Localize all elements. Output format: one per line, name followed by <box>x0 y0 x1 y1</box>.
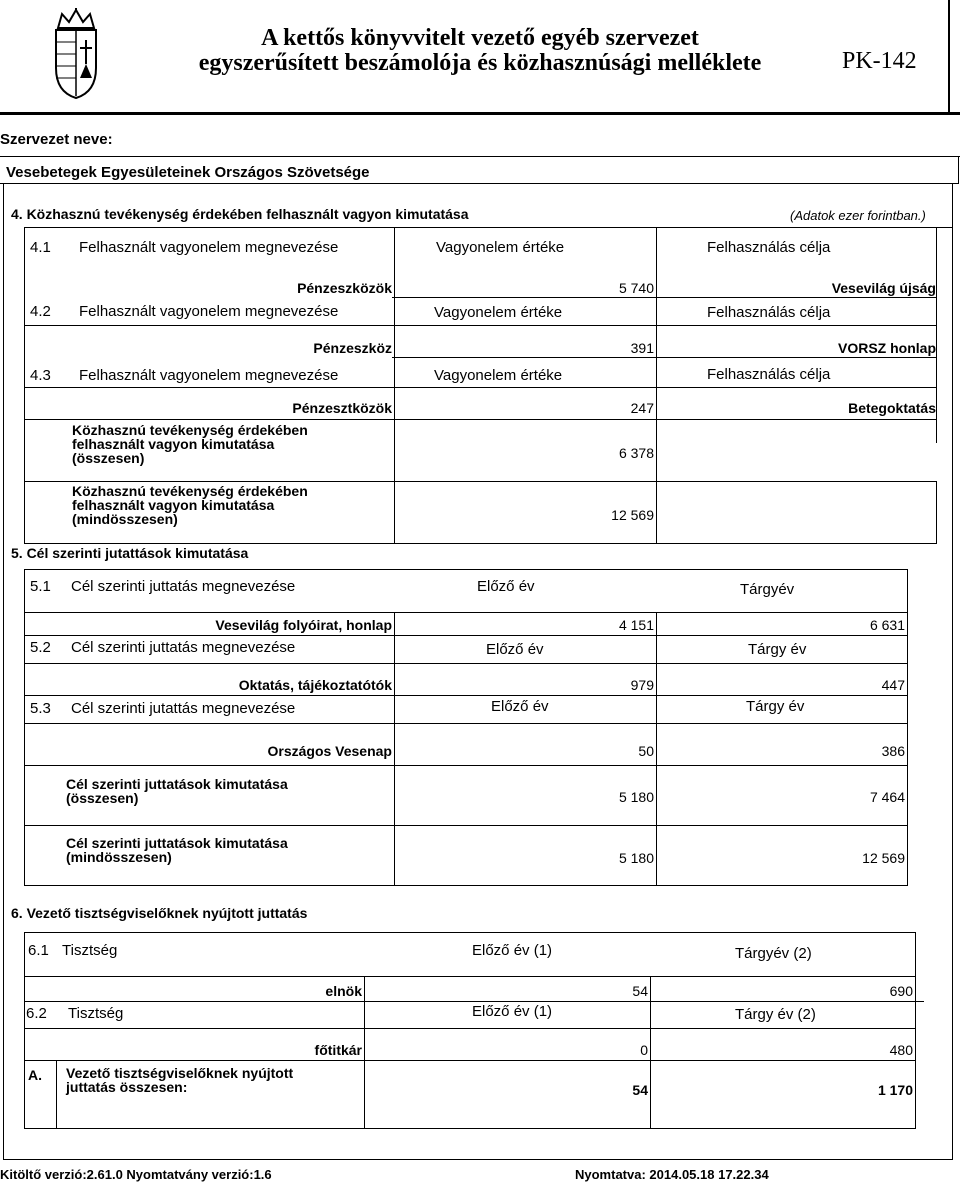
asset-name-4-3[interactable]: Pénzesztközök <box>292 400 392 416</box>
col-header-asset-value: Vagyonelem értéke <box>436 239 565 256</box>
document-title: A kettős könyvvitelt vezető egyéb szervezet <box>261 25 699 51</box>
col-header-usage-purpose: Felhasználás célja <box>707 366 831 383</box>
benefit-prev-5-3[interactable]: 50 <box>638 743 654 759</box>
benefit-prev-5-1[interactable]: 4 151 <box>618 617 654 633</box>
coat-of-arms-icon <box>42 8 110 100</box>
section6-title: 6. Vezető tisztségviselőknek nyújtott juttatás <box>11 905 308 921</box>
position-name-6-2[interactable]: főtitkár <box>314 1042 362 1058</box>
row-6-2-number: 6.2 <box>26 1005 47 1022</box>
asset-name-4-1[interactable]: Pénzeszközök <box>297 280 392 296</box>
benefit-name-5-1[interactable]: Vesevilág folyóirat, honlap <box>215 617 392 633</box>
position-prev-6-1[interactable]: 54 <box>632 983 648 999</box>
leader-total-label: Vezető tisztségviselőknek nyújtott juttatás összesen: <box>66 1065 294 1095</box>
position-curr-6-2[interactable]: 480 <box>889 1042 913 1058</box>
asset-value-4-3[interactable]: 247 <box>630 400 654 416</box>
section4-title: 4. Közhasznú tevékenység érdekében felhasznált vagyon kimutatása <box>11 206 469 222</box>
org-name[interactable]: Vesebetegek Egyesületeinek Országos Szövetsége <box>6 164 370 181</box>
col-header-prev-year: Előző év <box>477 578 535 595</box>
col-header-prev-year-1: Előző év (1) <box>472 942 553 959</box>
col-header-curr-year: Tárgy év <box>746 698 805 715</box>
col-header-usage-purpose: Felhasználás célja <box>707 304 831 321</box>
leader-total-curr: 1 170 <box>877 1082 913 1098</box>
col-header-position: Tisztség <box>62 942 118 959</box>
asset-value-4-1[interactable]: 5 740 <box>618 280 654 296</box>
usage-purpose-4-2[interactable]: VORSZ honlap <box>838 340 936 356</box>
row-5-1-number: 5.1 <box>30 578 51 595</box>
col-header-asset-name: Felhasznált vagyonelem megnevezése <box>79 303 339 320</box>
usage-purpose-4-1[interactable]: Vesevilág újság <box>831 280 936 296</box>
benefit-curr-5-3[interactable]: 386 <box>881 743 905 759</box>
col-header-asset-name: Felhasznált vagyonelem megnevezése <box>79 367 339 384</box>
row-4-3-number: 4.3 <box>30 367 51 384</box>
benefit-prev-5-2[interactable]: 979 <box>630 677 654 693</box>
benefit-total-curr: 7 464 <box>869 789 905 805</box>
benefit-curr-5-2[interactable]: 447 <box>881 677 905 693</box>
benefit-name-5-3[interactable]: Országos Vesenap <box>267 743 392 759</box>
leader-total-number: A. <box>28 1067 42 1083</box>
col-header-position: Tisztség <box>68 1005 124 1022</box>
col-header-benefit-name: Cél szerinti juttatás megnevezése <box>71 639 296 656</box>
asset-grand-total-value: 12 569 <box>611 507 654 523</box>
col-header-asset-value: Vagyonelem értéke <box>434 367 563 384</box>
col-header-curr-year-2: Tárgy év (2) <box>735 1006 816 1023</box>
form-code: PK-142 <box>842 48 917 74</box>
section5-title: 5. Cél szerinti jutattások kimutatása <box>11 545 249 561</box>
asset-name-4-2[interactable]: Pénzeszköz <box>313 340 392 356</box>
footer-version: Kitöltő verzió:2.61.0 Nyomtatvány verzió:1.6 <box>0 1167 272 1182</box>
col-header-usage-purpose: Felhasználás célja <box>707 239 831 256</box>
col-header-benefit-name: Cél szerinti juttatás megnevezése <box>71 578 296 595</box>
usage-purpose-4-3[interactable]: Betegoktatás <box>848 400 936 416</box>
asset-total-label: Közhasznú tevékenység érdekében felhasznált vagyon kimutatása (összesen) <box>72 422 308 466</box>
row-5-2-number: 5.2 <box>30 639 51 656</box>
position-prev-6-2[interactable]: 0 <box>640 1042 648 1058</box>
col-header-curr-year: Tárgy év <box>748 641 807 658</box>
col-header-prev-year-1: Előző év (1) <box>472 1003 553 1020</box>
col-header-prev-year: Előző év <box>486 641 544 658</box>
asset-value-4-2[interactable]: 391 <box>630 340 654 356</box>
col-header-asset-value: Vagyonelem értéke <box>434 304 563 321</box>
footer-printed: Nyomtatva: 2014.05.18 17.22.34 <box>575 1167 769 1182</box>
document-subtitle: egyszerűsített beszámolója és közhasznúsági melléklete <box>198 50 762 76</box>
row-5-3-number: 5.3 <box>30 700 51 717</box>
benefit-grand-total-curr: 12 569 <box>862 850 905 866</box>
benefit-name-5-2[interactable]: Oktatás, tájékoztatótók <box>238 677 392 693</box>
col-header-asset-name: Felhasznált vagyonelem megnevezése <box>79 239 339 256</box>
row-6-1-number: 6.1 <box>28 942 49 959</box>
benefit-curr-5-1[interactable]: 6 631 <box>869 617 905 633</box>
asset-grand-total-label: Közhasznú tevékenység érdekében felhasznált vagyon kimutatása (mindösszesen) <box>72 483 308 527</box>
leader-total-prev: 54 <box>632 1082 648 1098</box>
col-header-curr-year: Tárgyév <box>740 581 795 598</box>
benefit-grand-total-prev: 5 180 <box>618 850 654 866</box>
position-name-6-1[interactable]: elnök <box>325 983 362 999</box>
position-curr-6-1[interactable]: 690 <box>889 983 913 999</box>
row-4-2-number: 4.2 <box>30 303 51 320</box>
benefit-grand-total-label: Cél szerinti juttatások kimutatása (mindösszesen) <box>66 835 288 865</box>
org-label: Szervezet neve: <box>0 131 113 148</box>
row-4-1-number: 4.1 <box>30 239 51 256</box>
unit-note: (Adatok ezer forintban.) <box>790 208 926 223</box>
col-header-prev-year: Előző év <box>491 698 549 715</box>
asset-total-value: 6 378 <box>618 445 654 461</box>
benefit-total-label: Cél szerinti juttatások kimutatása (összesen) <box>66 776 288 806</box>
col-header-curr-year-2: Tárgyév (2) <box>735 945 812 962</box>
col-header-benefit-name: Cél szerinti jutattás megnevezése <box>71 700 296 717</box>
benefit-total-prev: 5 180 <box>618 789 654 805</box>
